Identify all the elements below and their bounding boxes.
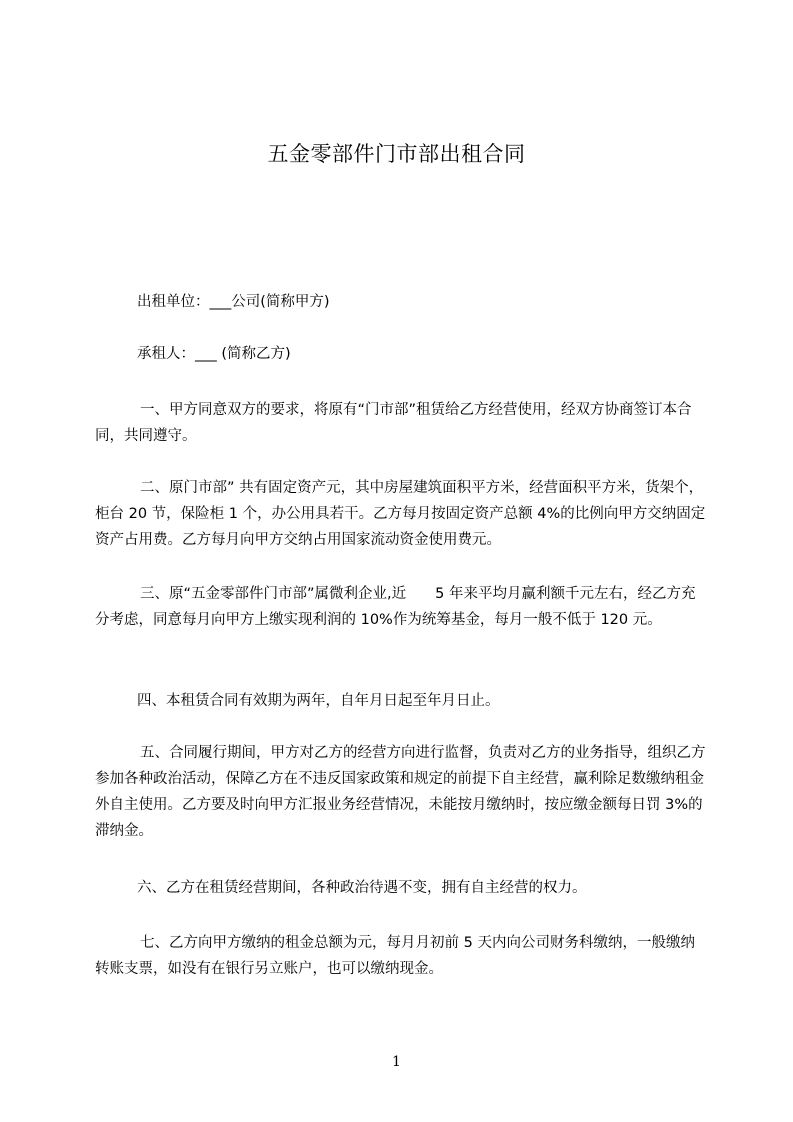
clause-7: 七、乙方向甲方缴纳的租金总额为元，每月月初前 5 天内向公司财务科缴纳，一般缴纳转账支票，如没有在银行另立账户，也可以缴纳现金。	[95, 935, 695, 977]
clause-3: 三、原“五金零部件门市部”属微利企业,近 5 年来平均月赢利额千元左右，经乙方充分考虑，同意每月向甲方上缴实现利润的 10%作为统筹基金，每月一般不低于 120 元。	[95, 586, 696, 628]
clause-5: 五、合同履行期间，甲方对乙方的经营方向进行监督，负责对乙方的业务指导，组织乙方参加各种政治活动，保障乙方在不违反国家政策和规定的前提下自主经营，赢利除足数缴纳租金外自主使用。乙方要及时向甲方汇报业务经营情况，未能按月缴纳时，按应缴金额每日罚 3%的滞纳金。	[95, 745, 706, 839]
clause-2: 二、原门市部” 共有固定资产元，其中房屋建筑面积平方米，经营面积平方米，货架个，柜台 20 节，保险柜 1 个，办公用具若干。乙方每月按固定资产总额 4%的比例向甲方交纳固定资产占用费。乙方每月向甲方交纳占用国家流动资金使用费元。	[95, 480, 706, 548]
lessor-line: 出租单位：___公司(简称甲方)	[137, 294, 330, 310]
clause-4: 四、本租赁合同有效期为两年，自年月日起至年月日止。	[137, 693, 500, 709]
document-title: 五金零部件门市部出租合同	[267, 142, 526, 166]
clause-6: 六、乙方在租赁经营期间，各种政治待遇不变，拥有自主经营的权力。	[137, 880, 587, 896]
clause-1: 一、甲方同意双方的要求，将原有“门市部”租赁给乙方经营使用，经双方协商签订本合同，共同遵守。	[95, 402, 692, 444]
lessee-line: 承租人：___ (简称乙方)	[137, 346, 291, 362]
page-number: 1	[392, 1054, 401, 1070]
